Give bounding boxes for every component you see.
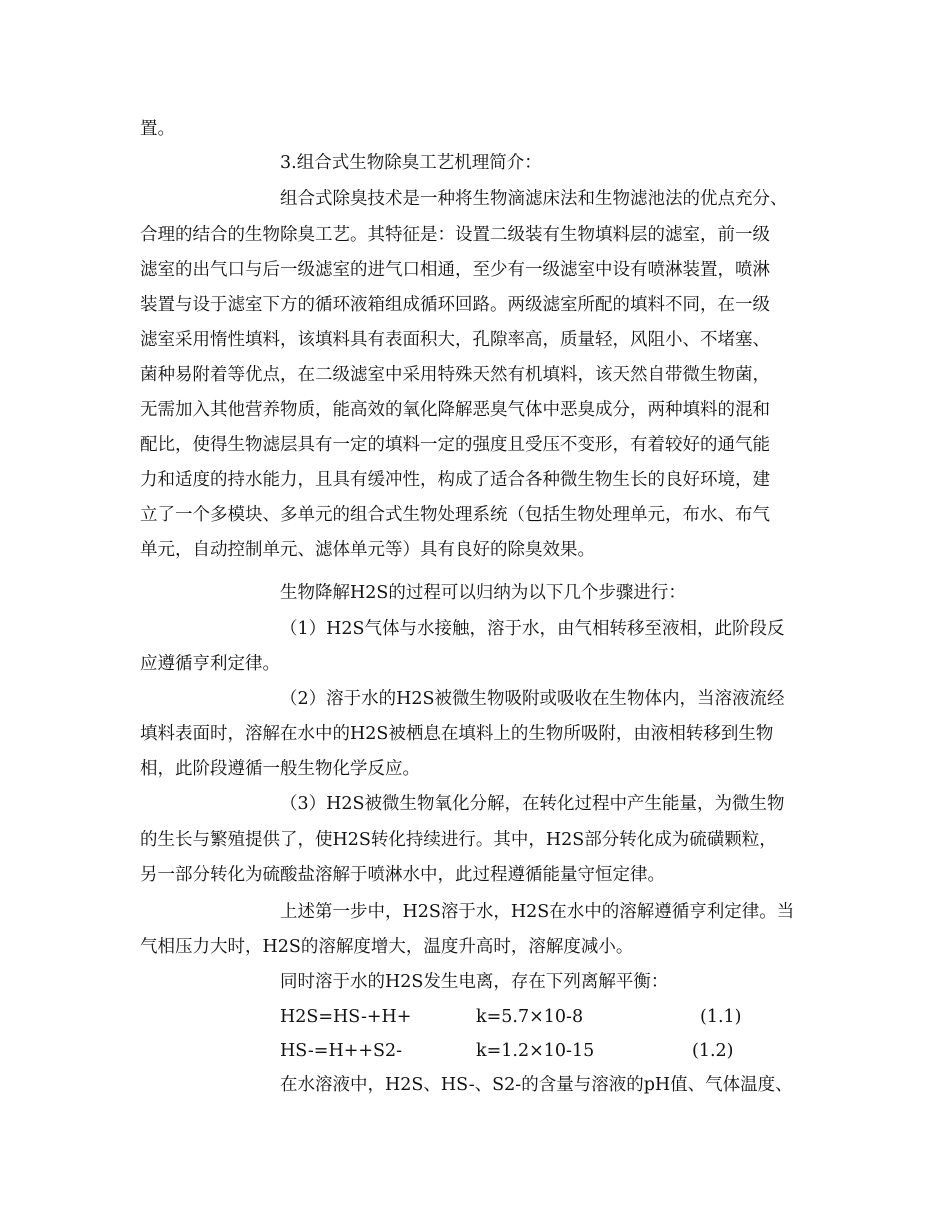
paragraph-first-line: 上述第一步中，H2S溶于水，H2S在水中的溶解遵循亨利定律。当: [280, 902, 795, 922]
text-line: 应遵循亨利定律。: [140, 654, 280, 674]
text-line: 单元，自动控制单元、滤体单元等）具有良好的除臭效果。: [140, 540, 595, 560]
equation-2-reaction: HS-=H++S2-: [280, 1041, 403, 1061]
paragraph-first-line: 组合式除臭技术是一种将生物滴滤床法和生物滤池法的优点充分、: [280, 189, 788, 209]
step-1-line: （1）H2S气体与水接触，溶于水，由气相转移至液相，此阶段反: [280, 619, 785, 639]
text-line: 气相压力大时，H2S的溶解度增大，温度升高时，溶解度减小。: [140, 937, 634, 957]
text-line: 菌种易附着等优点，在二级滤室中采用特殊天然有机填料，该天然自带微生物菌，: [140, 365, 770, 385]
text-line: 装置与设于滤室下方的循环液箱组成循环回路。两级滤室所配的填料不同，在一级: [140, 295, 770, 315]
text-line: 合理的结合的生物除臭工艺。其特征是：设置二级装有生物填料层的滤室，前一级: [140, 225, 770, 245]
text-line: 滤室采用惰性填料，该填料具有表面积大，孔隙率高，质量轻，风阻小、不堵塞、: [140, 330, 770, 350]
text-line: 滤室的出气口与后一级滤室的进气口相通，至少有一级滤室中设有喷淋装置，喷淋: [140, 260, 770, 280]
equation-2-constant: k=1.2×10-15: [476, 1041, 595, 1061]
step-2-line: （2）溶于水的H2S被微生物吸附或吸收在生物体内，当溶液流经: [280, 689, 785, 709]
text-line: 置。: [140, 119, 175, 139]
equation-2-number: (1.2): [692, 1041, 734, 1061]
paragraph-first-line: 在水溶液中，H2S、HS-、S2-的含量与溶液的pH值、气体温度、: [280, 1075, 793, 1095]
text-line: 配比，使得生物滤层具有一定的填料一定的强度且受压不变形，有着较好的通气能: [140, 435, 770, 455]
text-line: 另一部分转化为硫酸盐溶解于喷淋水中，此过程遵循能量守恒定律。: [140, 865, 665, 885]
step-3-line: （3）H2S被微生物氧化分解，在转化过程中产生能量，为微生物: [280, 794, 785, 814]
equation-1-reaction: H2S=HS-+H+: [280, 1007, 412, 1027]
text-line: 的生长与繁殖提供了，使H2S转化持续进行。其中，H2S部分转化成为硫磺颗粒，: [140, 830, 777, 850]
section-heading: 3.组合式生物除臭工艺机理简介：: [280, 153, 542, 173]
text-line: 相，此阶段遵循一般生物化学反应。: [140, 759, 420, 779]
text-line: 无需加入其他营养物质，能高效的氧化降解恶臭气体中恶臭成分，两种填料的混和: [140, 400, 770, 420]
text-line: 力和适度的持水能力，且具有缓冲性，构成了适合各种微生物生长的良好环境，建: [140, 470, 770, 490]
equation-1-constant: k=5.7×10-8: [476, 1007, 584, 1027]
paragraph-first-line: 同时溶于水的H2S发生电离，存在下列离解平衡：: [280, 972, 669, 992]
text-line: 填料表面时，溶解在水中的H2S被栖息在填料上的生物所吸附，由液相转移到生物: [140, 724, 774, 744]
paragraph-first-line: 生物降解H2S的过程可以归纳为以下几个步骤进行：: [280, 583, 686, 603]
text-line: 立了一个多模块、多单元的组合式生物处理系统（包括生物处理单元，布水、布气: [140, 505, 770, 525]
equation-1-number: (1.1): [700, 1007, 742, 1027]
